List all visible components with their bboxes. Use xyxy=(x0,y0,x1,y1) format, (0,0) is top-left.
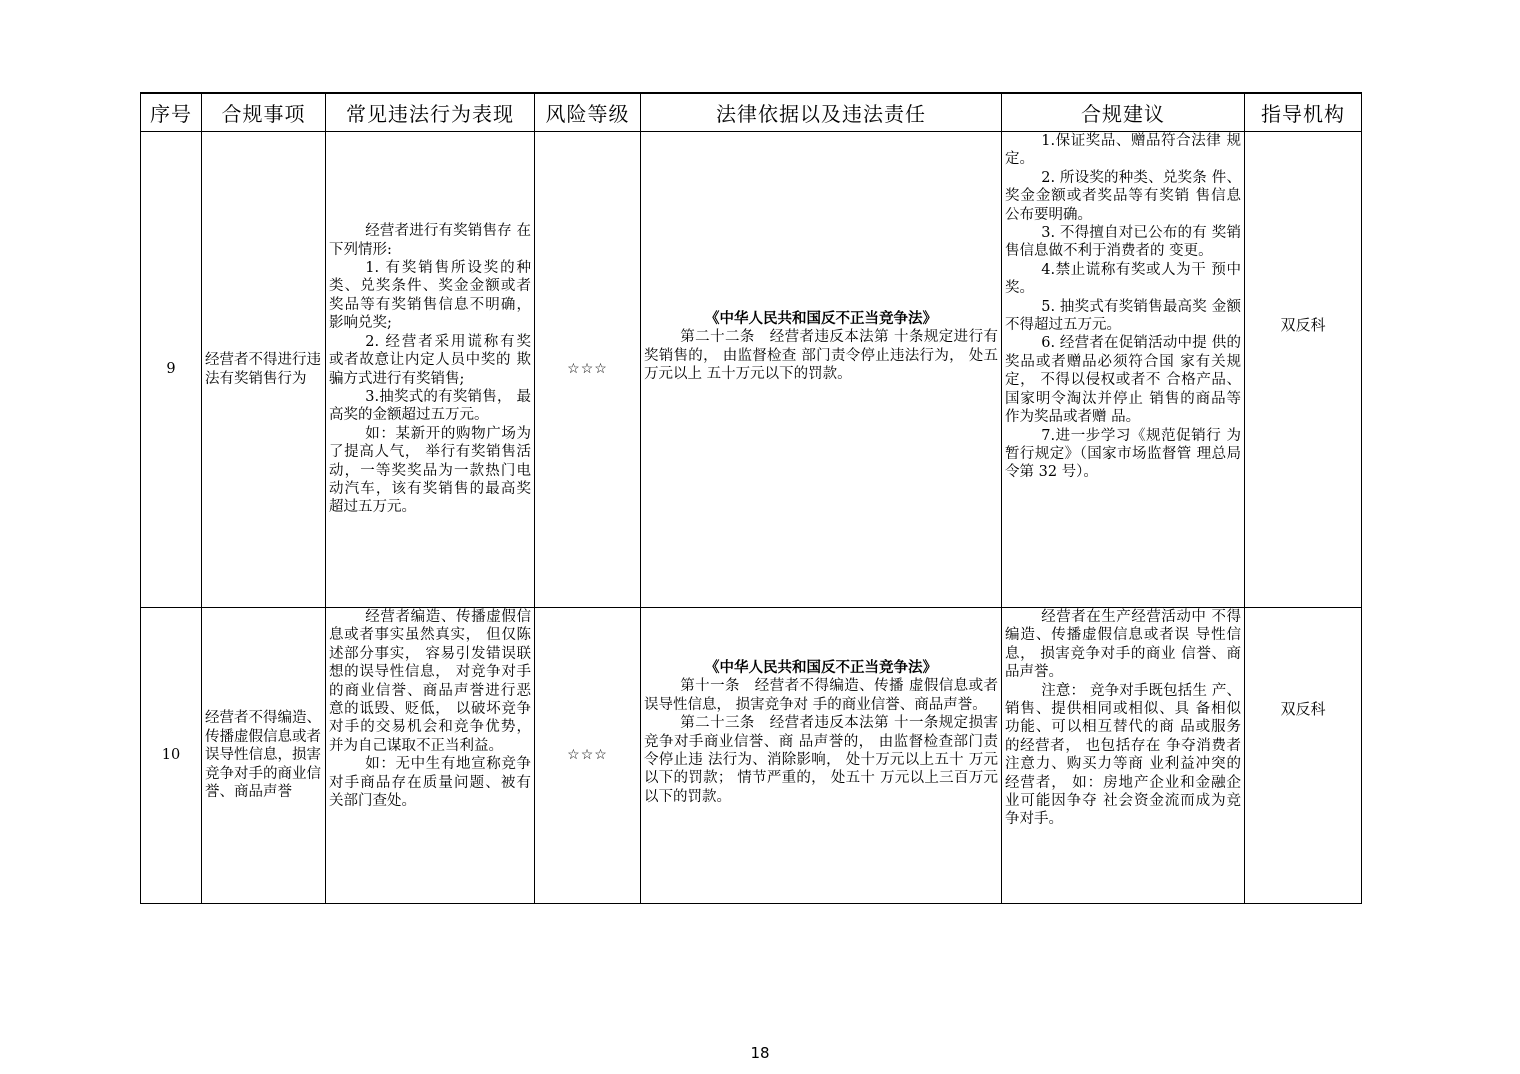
header-agency: 指导机构 xyxy=(1245,93,1362,132)
law-title: 《中华人民共和国反不正当竞争法》 xyxy=(705,309,937,327)
row-law xyxy=(641,132,1002,608)
behavior-paragraph: 1. 有奖销售所设奖的种 类、兑奖条件、奖金金额或者 奖品等有奖销售信息不明确， 影响兑奖; xyxy=(329,260,531,332)
law-paragraph: 第十一条 经营者不得编造、传播 虚假信息或者误导性信息， 损害竞争对 手的商业信誉、商品声誉。 xyxy=(644,678,998,713)
behavior-paragraph: 如：某新开的购物广场为 了提高人气， 举行有奖销售活 动，一等奖奖品为一款热门电 动汽车，该有奖销售的最高奖 超过五万元。 xyxy=(329,425,531,516)
compliance-table xyxy=(140,92,1362,904)
row-risk xyxy=(535,132,641,608)
row-agency xyxy=(1245,132,1362,608)
agency-label: 双反科 xyxy=(1280,700,1326,718)
behavior-paragraph: 2. 经营者采用谎称有奖 或者故意让内定人员中奖的 欺骗方式进行有奖销售; xyxy=(329,333,531,387)
behavior-paragraph: 如：无中生有地宣称竞争 对手商品存在质量问题、被有 关部门查处。 xyxy=(329,756,531,810)
row-risk xyxy=(535,608,641,904)
advice-paragraph: 7.进一步学习《规范促销行 为暂行规定》（国家市场监督管 理总局令第 32 号）。 xyxy=(1005,427,1241,481)
law-paragraph: 第二十二条 经营者违反本法第 十条规定进行有奖销售的， 由监督检查 部门责令停止违法行为， 处五万元以上 五十万元以下的罚款。 xyxy=(644,329,998,382)
row-item: 经营者不得编造、传播虚假信息或者误导性信息，损害竞争对手的商业信誉、商品声誉 xyxy=(202,608,326,904)
advice-paragraph: 6. 经营者在促销活动中提 供的奖品或者赠品必须符合国 家有关规定， 不得以侵权或者不 合格产品、国家明令淘汰并停止 销售的商品等作为奖品或者赠 品。 xyxy=(1005,335,1241,426)
advice-paragraph: 注意： 竞争对手既包括生 产、销售、提供相同或相似、具 备相似功能、可以相互替代的商 品或服务的经营者， 也包括存在 争夺消费者注意力、购买力等商 业利益冲突的经营者， 如：房地产企业和金融企业可能因争夺 社会资金流而成为竞争对手。 xyxy=(1005,682,1241,828)
row-item: 经营者不得进行违法有奖销售行为 xyxy=(202,132,326,608)
table-row xyxy=(141,608,1362,904)
row-behavior xyxy=(326,608,535,904)
header-row xyxy=(141,93,1362,132)
behavior-paragraph: 经营者编造、传播虚假信 息或者事实虽然真实， 但仅陈 述部分事实， 容易引发错误联 想的误导性信息， 对竞争对手 的商业信誉、商品声誉进行恶 意的诋毁、贬低， 以破坏竞争 对手的交易机会和竞争优势， 并为自己谋取不正当利益。 xyxy=(329,609,531,754)
row-advice xyxy=(1002,132,1245,608)
row-advice xyxy=(1002,608,1245,904)
header-item: 合规事项 xyxy=(202,93,326,132)
header-law: 法律依据以及违法责任 xyxy=(641,93,1002,132)
header-seq: 序号 xyxy=(141,93,202,132)
advice-paragraph: 3. 不得擅自对已公布的有 奖销售信息做不利于消费者的 变更。 xyxy=(1005,225,1241,260)
law-title: 《中华人民共和国反不正当竞争法》 xyxy=(705,658,937,676)
advice-paragraph: 2. 所设奖的种类、兑奖条 件、奖金金额或者奖品等有奖销 售信息公布要明确。 xyxy=(1005,169,1241,223)
row-seq: 9 xyxy=(141,132,202,608)
law-paragraph: 第二十三条 经营者违反本法第 十一条规定损害竞争对手商业信誉、商 品声誉的， 由监督检查部门责令停止违 法行为、消除影响， 处十万元以上五十 万元以下的罚款； 情节严重的， 处五十 万元以上三百万元以下的罚款。 xyxy=(644,715,998,805)
advice-paragraph: 经营者在生产经营活动中 不得编造、传播虚假信息或者误 导性信息， 损害竞争对手的商业 信誉、商品声誉。 xyxy=(1005,609,1241,681)
advice-paragraph: 5. 抽奖式有奖销售最高奖 金额不得超过五万元。 xyxy=(1005,298,1241,334)
advice-paragraph: 4.禁止谎称有奖或人为干 预中奖。 xyxy=(1005,261,1241,297)
header-risk: 风险等级 xyxy=(535,93,641,132)
page-number: 18 xyxy=(750,1044,770,1062)
header-advice: 合规建议 xyxy=(1002,93,1245,132)
advice-paragraph: 1.保证奖品、赠品符合法律 规定。 xyxy=(1005,133,1241,168)
agency-label: 双反科 xyxy=(1280,316,1326,334)
row-seq: 10 xyxy=(141,608,202,904)
behavior-paragraph: 经营者进行有奖销售存 在下列情形: xyxy=(329,223,531,258)
risk-stars: ☆☆☆ xyxy=(567,361,608,378)
table-row xyxy=(141,132,1362,608)
behavior-paragraph: 3.抽奖式的有奖销售， 最 高奖的金额超过五万元。 xyxy=(329,388,531,424)
risk-stars: ☆☆☆ xyxy=(567,747,608,764)
row-law xyxy=(641,608,1002,904)
row-agency xyxy=(1245,608,1362,904)
header-behavior: 常见违法行为表现 xyxy=(326,93,535,132)
row-behavior xyxy=(326,132,535,608)
